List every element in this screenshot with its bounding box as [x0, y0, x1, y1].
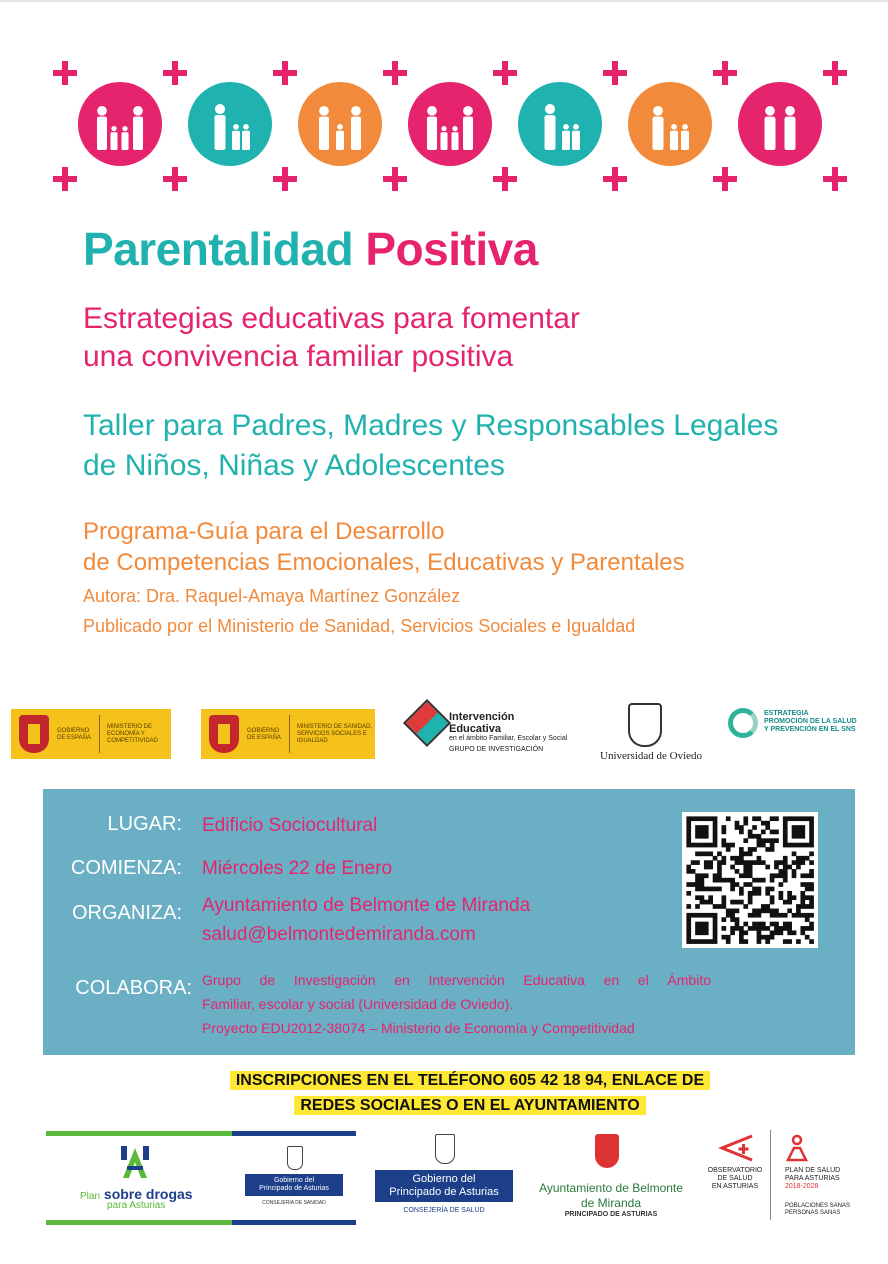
- intervencion-educativa-name: [449, 711, 514, 735]
- subtitle-line: una convivencia familiar positiva: [83, 340, 514, 373]
- plus-icon: [383, 167, 407, 191]
- intervencion-educativa-logo-icon: [403, 699, 451, 747]
- plus-icon: [493, 61, 517, 85]
- spain-crest-icon: [19, 715, 49, 753]
- estrategia-line: ESTRATEGIA: [764, 710, 809, 717]
- gobierno-asturias-salud-logo: [375, 1170, 513, 1202]
- gobierno-line: Principado de Asturias: [259, 1185, 329, 1192]
- family-parents-two-kids-icon: [408, 82, 492, 166]
- colabora-line: Grupo de Investigación en Intervención Educativa en el Ámbito: [202, 972, 711, 988]
- subtitle-line: Estrategias educativas para fomentar: [83, 302, 580, 335]
- observatorio-line: OBSERVATORIO: [707, 1167, 763, 1174]
- publisher: Publicado por el Ministerio de Sanidad, Servicios Sociales e Igualdad: [83, 616, 636, 636]
- program-line: de Competencias Emocionales, Educativas y Parentales: [83, 549, 685, 576]
- ministerio-text: MINISTERIO DE SANIDAD, SERVICIOS SOCIALES E IGUALDAD: [297, 724, 373, 744]
- asturias-crest-icon: [287, 1146, 303, 1170]
- plan-drogas-sub: para Asturias: [107, 1200, 166, 1211]
- family-parents-two-kids-icon: [78, 82, 162, 166]
- consejeria-salud: CONSEJERÍA DE SALUD: [403, 1207, 485, 1214]
- lugar-value: Edificio Sociocultural: [202, 815, 378, 836]
- colabora-label: COLABORA:: [75, 977, 192, 999]
- plus-icon: [713, 167, 737, 191]
- inscripciones-line: INSCRIPCIONES EN EL TELÉFONO 605 42 18 94, ENLACE DE: [230, 1071, 710, 1090]
- two-mothers-icon: [738, 82, 822, 166]
- plus-icon: [53, 167, 77, 191]
- intervencion-educativa-grupo: GRUPO DE INVESTIGACIÓN: [449, 746, 544, 753]
- intervencion-educativa-sub: en el ámbito Familiar, Escolar y Social: [449, 735, 568, 742]
- plan-drogas-bar: [46, 1131, 356, 1136]
- page-title: [83, 222, 538, 276]
- plus-icon: [53, 61, 77, 85]
- estrategia-text: [764, 710, 857, 734]
- plan-salud-line: PARA ASTURIAS: [785, 1175, 840, 1182]
- estrategia-line: Y PREVENCIÓN EN EL SNS: [764, 726, 856, 733]
- inscripciones-line: REDES SOCIALES O EN EL AYUNTAMIENTO: [294, 1096, 645, 1115]
- comienza-value: Miércoles 22 de Enero: [202, 858, 393, 879]
- colabora-line: Proyecto EDU2012-38074 – Ministerio de Economía y Competitividad: [202, 1020, 635, 1036]
- ayuntamiento-sub: PRINCIPADO DE ASTURIAS: [564, 1211, 658, 1218]
- plus-icon: [713, 61, 737, 85]
- plus-icon: [493, 167, 517, 191]
- logo-gobierno-espana-sanidad: [201, 709, 375, 759]
- lugar-label: LUGAR:: [107, 813, 182, 835]
- comienza-label: COMIENZA:: [70, 857, 182, 879]
- spain-crest-icon: [209, 715, 239, 753]
- ministerio-text: MINISTERIO DE ECONOMÍA Y COMPETITIVIDAD: [107, 724, 159, 744]
- organiza-value: Ayuntamiento de Belmonte de Miranda: [202, 895, 531, 916]
- gobierno-line: Principado de Asturias: [389, 1186, 499, 1198]
- universidad-oviedo-crest-icon: [628, 703, 662, 747]
- observatorio-logo-icon: [718, 1134, 754, 1162]
- program-line: Programa-Guía para el Desarrollo: [83, 518, 445, 545]
- plus-icon: [163, 61, 187, 85]
- plus-icon: [273, 167, 297, 191]
- colabora-line: Familiar, escolar y social (Universidad de Oviedo).: [202, 996, 514, 1012]
- observatorio-line: EN ASTURIAS: [711, 1183, 759, 1190]
- gobierno-line: Gobierno del: [273, 1177, 315, 1184]
- plus-icon: [823, 167, 847, 191]
- author: Autora: Dra. Raquel-Amaya Martínez González: [83, 586, 461, 606]
- inscripciones-banner: [160, 1068, 780, 1118]
- ie-name-line: Educativa: [449, 723, 501, 735]
- estrategia-line: PROMOCIÓN DE LA SALUD: [764, 718, 857, 725]
- observatorio-text: [700, 1167, 770, 1191]
- plus-icon: [163, 167, 187, 191]
- workshop-line: Taller para Padres, Madres y Responsables Legales: [83, 409, 779, 442]
- ayuntamiento-line: de Miranda: [580, 1196, 642, 1210]
- plus-icon: [383, 61, 407, 85]
- plus-icon: [823, 61, 847, 85]
- ayuntamiento-line: Ayuntamiento de Belmonte: [539, 1181, 683, 1195]
- plan-drogas-logo-icon: [115, 1144, 155, 1180]
- plan-salud-sub-line: PERSONAS SANAS: [785, 1210, 841, 1216]
- workshop-line: de Niños, Niñas y Adolescentes: [83, 449, 505, 482]
- plus-icon: [603, 61, 627, 85]
- consejeria-sanidad: CONSEJERÍA DE SANIDAD: [262, 1200, 326, 1206]
- gobierno-asturias-sanidad-logo: [245, 1174, 343, 1196]
- logo-gobierno-espana-economia: [11, 709, 171, 759]
- title-part-teal: Parentalidad: [83, 223, 354, 275]
- father-two-kids-icon: [518, 82, 602, 166]
- gobierno-text: GOBIERNO DE ESPAÑA: [247, 728, 281, 741]
- organiza-email[interactable]: salud@belmontedemiranda.com: [202, 924, 476, 945]
- plan-salud-sub-line: POBLACIONES SANAS: [785, 1203, 851, 1209]
- plan-salud-sub: [785, 1203, 850, 1217]
- subtitle: [83, 300, 580, 376]
- mother-two-kids-icon: [628, 82, 712, 166]
- organiza-label: ORGANIZA:: [71, 902, 182, 924]
- estrategia-logo-icon: [728, 708, 758, 738]
- plan-salud-logo-icon: [786, 1134, 808, 1162]
- title-part-pink: Positiva: [365, 223, 538, 275]
- divider: [99, 715, 100, 753]
- plan-drogas-plan: Plan: [80, 1191, 101, 1202]
- top-border: [0, 0, 888, 2]
- gobierno-text: GOBIERNO DE ESPAÑA: [57, 728, 91, 741]
- universidad-oviedo-name: Universidad de Oviedo: [600, 750, 703, 762]
- gobierno-line: Gobierno del: [412, 1173, 476, 1185]
- program-guide: [83, 516, 685, 578]
- belmonte-crest-icon: [595, 1134, 619, 1168]
- plan-salud-line: PLAN DE SALUD: [785, 1167, 841, 1174]
- two-parents-one-kid-icon: [298, 82, 382, 166]
- qr-code-icon[interactable]: [682, 812, 818, 948]
- colabora-text: [202, 968, 711, 1040]
- plan-drogas-main: sobre drogas: [103, 1186, 193, 1202]
- divider: [289, 715, 290, 753]
- ayuntamiento-belmonte-name: [532, 1181, 690, 1211]
- asturias-crest-icon: [435, 1134, 455, 1164]
- plan-salud-year: 2018-2028: [785, 1183, 819, 1190]
- divider: [770, 1130, 771, 1220]
- ie-name-line: Intervención: [449, 711, 515, 723]
- plan-salud-text: [785, 1167, 840, 1191]
- father-two-kids-icon: [188, 82, 272, 166]
- plus-icon: [273, 61, 297, 85]
- plus-icon: [603, 167, 627, 191]
- workshop-description: [83, 406, 778, 486]
- plan-drogas-bar: [46, 1220, 356, 1225]
- observatorio-line: DE SALUD: [717, 1175, 753, 1182]
